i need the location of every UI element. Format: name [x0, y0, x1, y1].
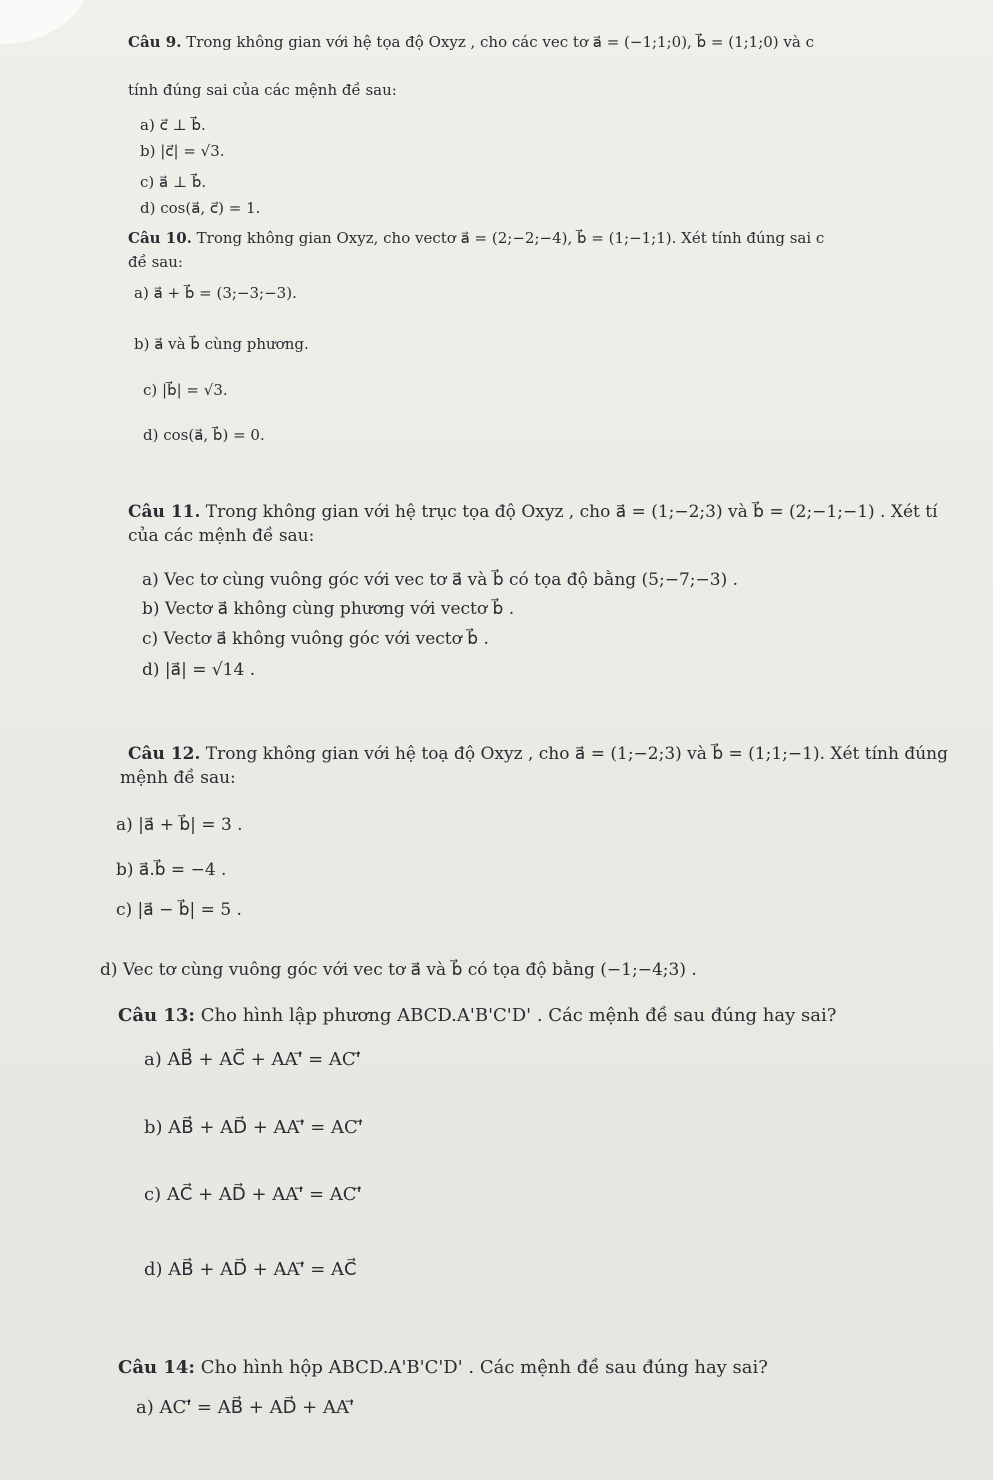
paper-corner	[0, 0, 100, 60]
q13-option-b: b) AB⃗ + AD⃗ + AA'⃗ = AC'⃗	[144, 1117, 363, 1138]
q13-heading: Câu 13:	[118, 1005, 196, 1026]
q13-option-d: d) AB⃗ + AD⃗ + AA'⃗ = AC⃗	[144, 1259, 357, 1280]
q14-intro	[118, 1358, 768, 1378]
q9-line2: tính đúng sai của các mệnh đề sau:	[128, 81, 397, 99]
q14-line1: Cho hình hộp ABCD.A'B'C'D' . Các mệnh đề sau đúng hay sai?	[195, 1357, 768, 1378]
q13-option-a: a) AB⃗ + AC⃗ + AA'⃗ = AC'⃗	[144, 1049, 361, 1070]
q9-option-a: a) c⃗ ⊥ b⃗.	[140, 116, 206, 134]
q14-option-a: a) AC'⃗ = AB⃗ + AD⃗ + AA'⃗	[136, 1397, 354, 1418]
q14-heading: Câu 14:	[118, 1357, 196, 1378]
q12-intro	[128, 744, 948, 764]
q11-line2: của các mệnh đề sau:	[128, 526, 315, 546]
q9-heading: Câu 9.	[128, 33, 182, 51]
q13-line1: Cho hình lập phương ABCD.A'B'C'D' . Các mệnh đề sau đúng hay sai?	[195, 1005, 837, 1026]
q10-line2: đề sau:	[128, 253, 183, 271]
q10-line1: Trong không gian Oxyz, cho vectơ a⃗ = (2;−2;−4), b⃗ = (1;−1;1). Xét tính đúng sai c	[191, 229, 825, 247]
q9-option-d: d) cos(a⃗, c⃗) = 1.	[140, 199, 261, 217]
q12-heading: Câu 12.	[128, 744, 201, 764]
q11-option-a: a) Vec tơ cùng vuông góc với vec tơ a⃗ và b⃗ có tọa độ bằng (5;−7;−3) .	[142, 570, 739, 590]
q12-option-d: d) Vec tơ cùng vuông góc với vec tơ a⃗ và b⃗ có tọa độ bằng (−1;−4;3) .	[100, 960, 697, 980]
q12-option-a: a) |a⃗ + b⃗| = 3 .	[116, 815, 243, 835]
q9-line1: Trong không gian với hệ tọa độ Oxyz , cho các vec tơ a⃗ = (−1;1;0), b⃗ = (1;1;0) và c	[181, 33, 815, 51]
q11-intro	[128, 502, 938, 522]
q9-option-b: b) |c⃗| = √3.	[140, 142, 225, 160]
q12-line1: Trong không gian với hệ toạ độ Oxyz , cho a⃗ = (1;−2;3) và b⃗ = (1;1;−1). Xét tính đúng	[200, 744, 949, 764]
q10-heading: Câu 10.	[128, 229, 192, 247]
q11-option-c: c) Vectơ a⃗ không vuông góc với vectơ b⃗ .	[142, 629, 489, 649]
q13-intro	[118, 1006, 836, 1026]
q11-line1: Trong không gian với hệ trục tọa độ Oxyz , cho a⃗ = (1;−2;3) và b⃗ = (2;−1;−1) . Xét tí	[200, 502, 938, 522]
q11-heading: Câu 11.	[128, 502, 201, 522]
q12-option-b: b) a⃗.b⃗ = −4 .	[116, 860, 227, 880]
q10-option-a: a) a⃗ + b⃗ = (3;−3;−3).	[134, 284, 297, 302]
q10-option-d: d) cos(a⃗, b⃗) = 0.	[143, 426, 265, 444]
q10-option-c: c) |b⃗| = √3.	[143, 381, 228, 399]
q11-option-b: b) Vectơ a⃗ không cùng phương với vectơ b⃗ .	[142, 599, 515, 619]
q12-line2: mệnh đề sau:	[120, 768, 236, 788]
q12-option-c: c) |a⃗ − b⃗| = 5 .	[116, 900, 242, 920]
q9-option-c: c) a⃗ ⊥ b⃗.	[140, 173, 207, 191]
q11-option-d: d) |a⃗| = √14 .	[142, 660, 256, 680]
q13-option-c: c) AC⃗ + AD⃗ + AA'⃗ = AC'⃗	[144, 1184, 362, 1205]
q10-intro	[128, 228, 824, 248]
q9-intro	[128, 32, 814, 52]
q10-option-b: b) a⃗ và b⃗ cùng phương.	[134, 335, 309, 353]
